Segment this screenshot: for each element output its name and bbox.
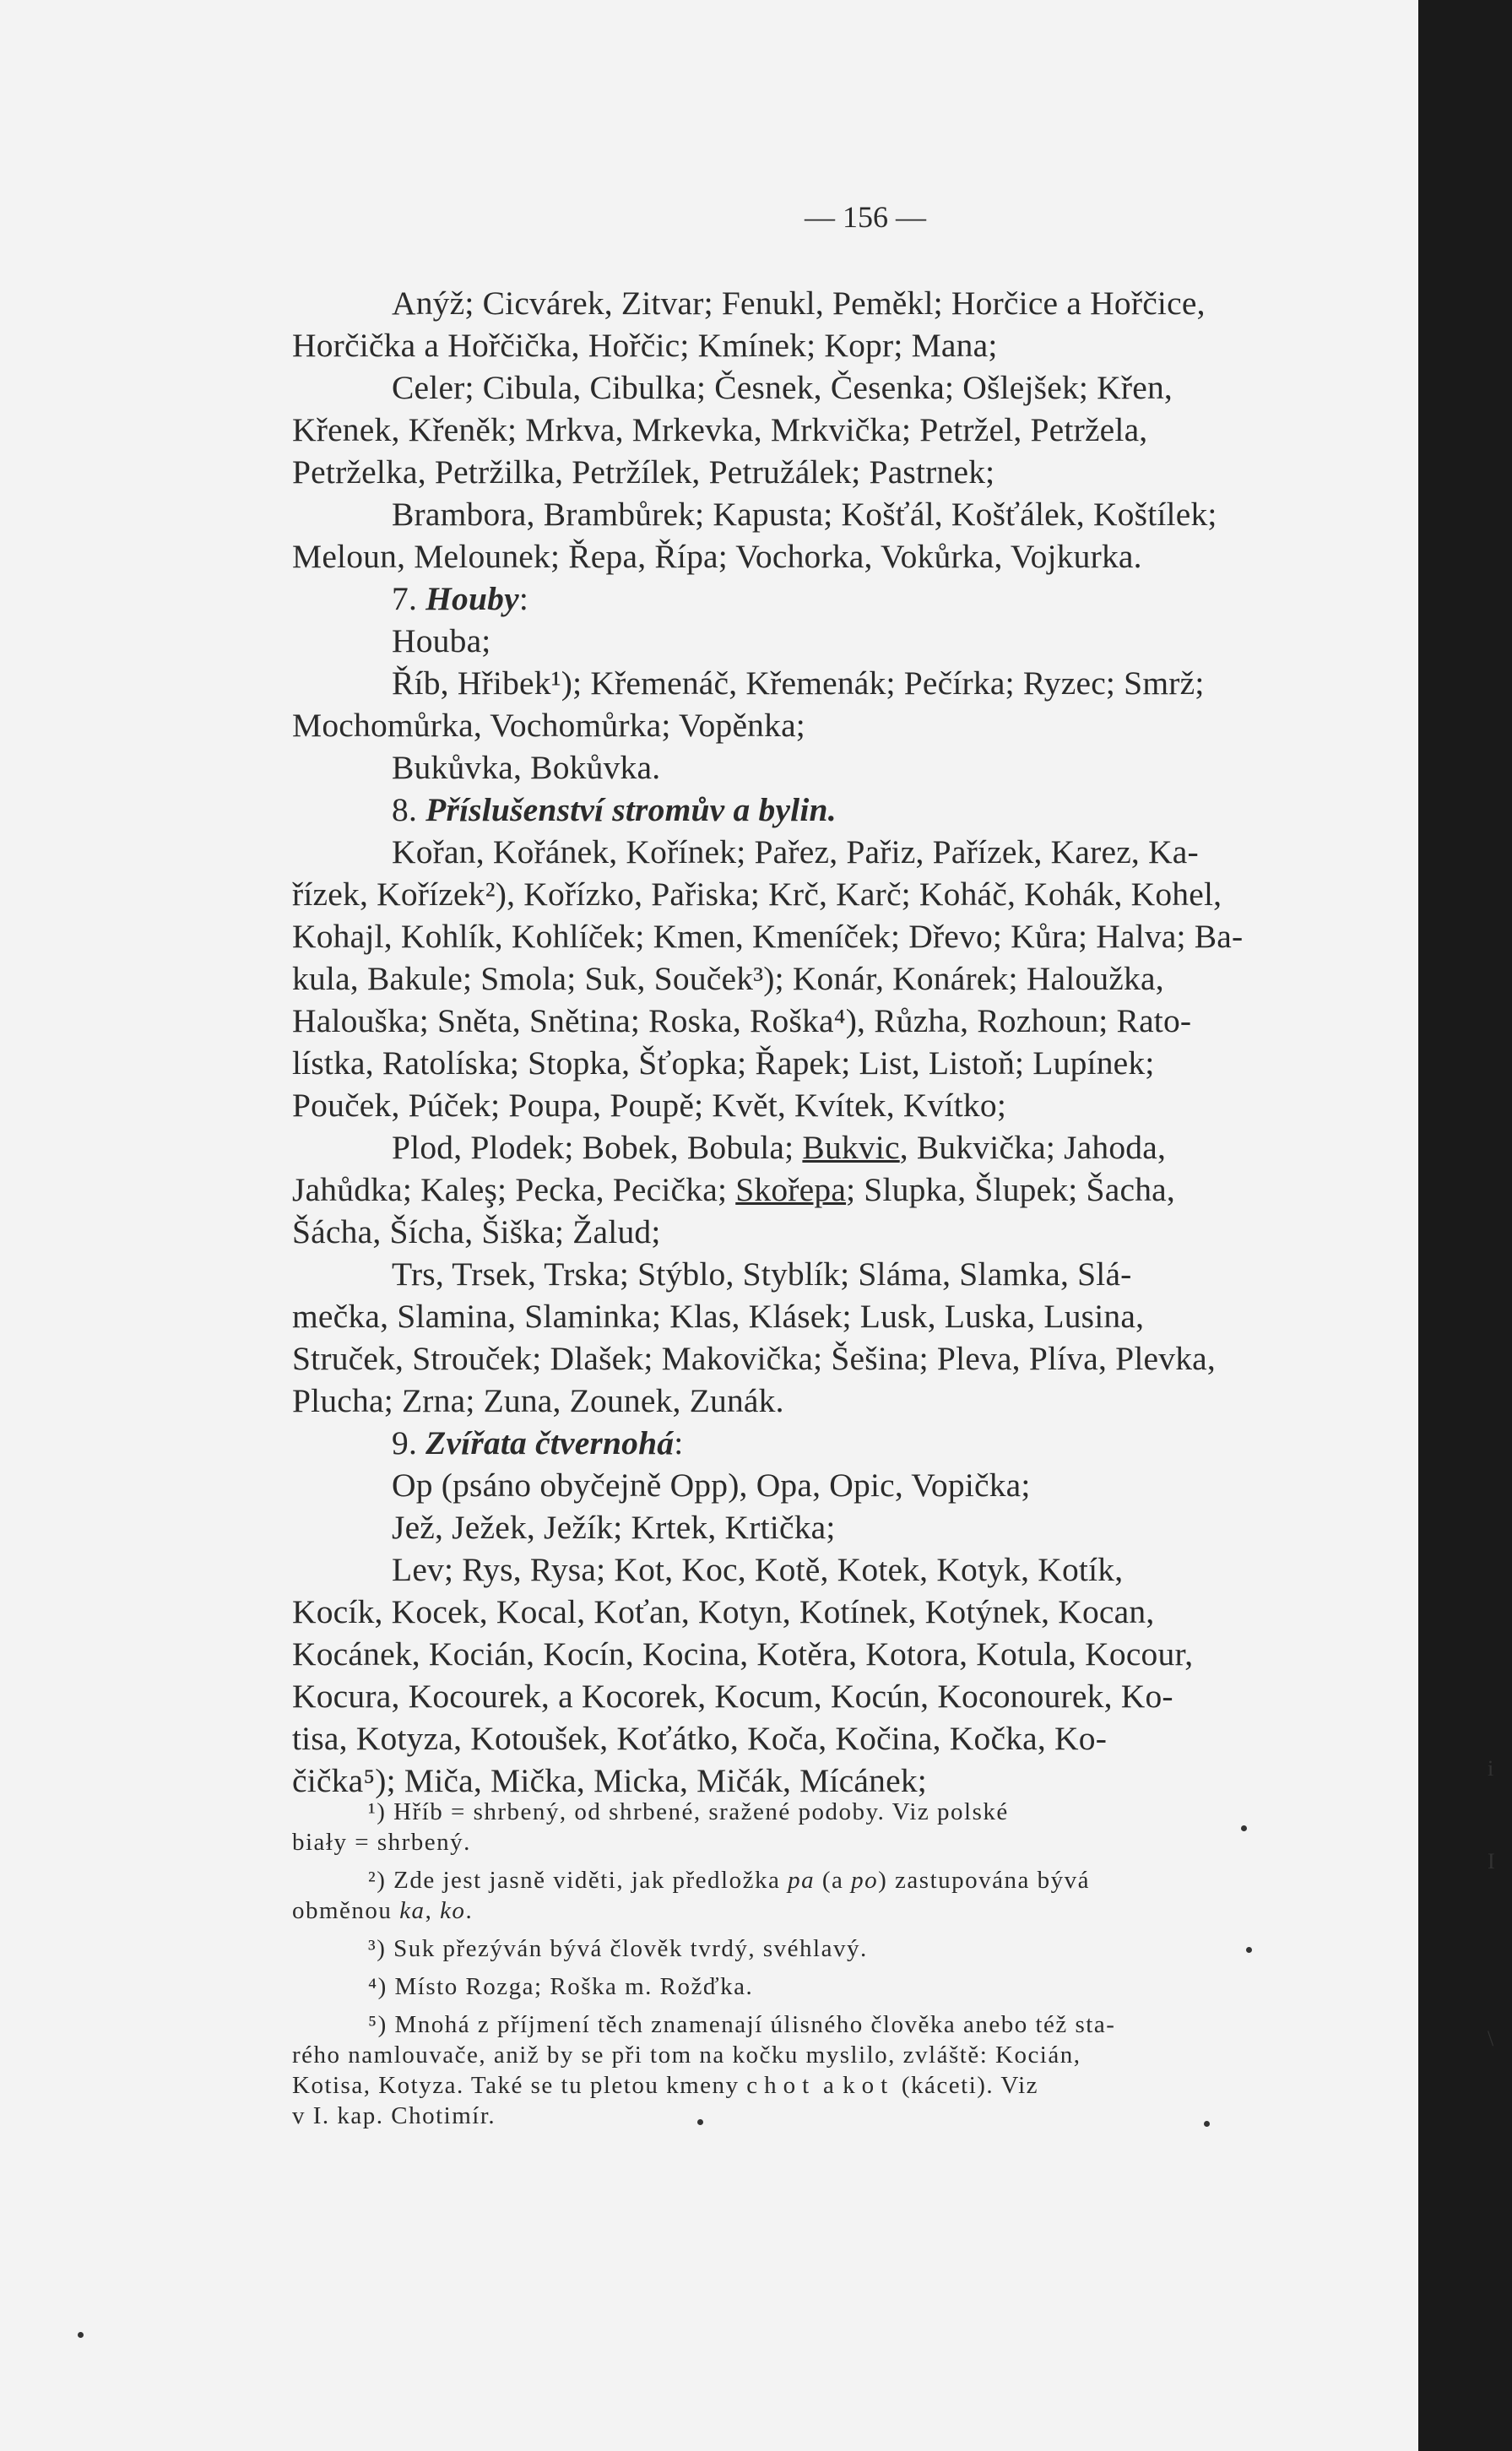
section-number: 9. [392, 1424, 418, 1461]
text-line: Křenek, Křeněk; Mrkva, Mrkevka, Mrkvička; Petržel, Petržela, [292, 411, 1148, 448]
text-line: tisa, Kotyza, Kotoušek, Koťátko, Koča, Kočina, Kočka, Ko- [292, 1720, 1108, 1757]
footnote-line: rého namlouvače, aniž by se při tom na kočku myslilo, zvláště: Kocián, [292, 2042, 1081, 2069]
main-text-block [292, 282, 1415, 1802]
text-line [292, 1169, 1415, 1211]
text-segment: obměnou [292, 1897, 400, 1924]
text-segment: Jahůdka; Kaleş; Pecka, Pecička; [292, 1171, 736, 1208]
text-line: Anýž; Cicvárek, Zitvar; Fenukl, Peměkl; Horčice a Hořčice, [392, 285, 1206, 322]
page-number: — 156 — [805, 200, 926, 234]
ink-speck [1246, 1947, 1252, 1953]
footnote-line [292, 1865, 1415, 1895]
section-number: 7. [392, 580, 418, 617]
margin-fragment: I [1488, 1849, 1495, 1873]
text-line: Pouček, Púček; Poupa, Poupě; Květ, Kvítek, Kvítko; [292, 1087, 1006, 1124]
text-line: Horčička a Hořčička, Hořčic; Kmínek; Kopr; Mana; [292, 327, 998, 364]
text-line: Kořan, Kořánek, Kořínek; Pařez, Pařiz, Pařízek, Karez, Ka- [392, 833, 1199, 870]
text-segment: (a [815, 1867, 852, 1894]
text-line: Brambora, Brambůrek; Kapusta; Košťál, Košťálek, Koštílek; [392, 496, 1217, 533]
text-line: Celer; Cibula, Cibulka; Česnek, Česenka; Ošlejšek; Křen, [392, 369, 1173, 406]
text-line: Halouška; Sněta, Snětina; Roska, Roška⁴), Růzha, Rozhoun; Rato- [292, 1002, 1192, 1039]
footnotes-block [292, 1797, 1415, 2131]
section-title-colon: : [674, 1424, 684, 1461]
footnote-line: ⁴) Místo Rozga; Roška m. Rožďka. [368, 1973, 754, 2000]
footnote-line: v I. kap. Chotimír. [292, 2102, 496, 2129]
section-title: Houby [425, 580, 519, 617]
footnote-line: biały = shrbený. [292, 1829, 471, 1856]
text-line: kula, Bakule; Smola; Suk, Souček³); Konár, Konárek; Haloužka, [292, 960, 1164, 997]
text-line [292, 1126, 1415, 1169]
text-line: Op (psáno obyčejně Opp), Opa, Opic, Vopička; [392, 1467, 1031, 1504]
footnote-line: ⁵) Mnohá z příjmení těch znamenají úlisného člověka anebo též sta- [368, 2011, 1116, 2038]
footnote-line [292, 1895, 1415, 1926]
footnote-line: ¹) Hříb = shrbený, od shrbené, sražené podoby. Viz polské [368, 1798, 1009, 1825]
text-line: Říb, Hřibek¹); Křemenáč, Křemenák; Pečírka; Ryzec; Smrž; [392, 664, 1205, 702]
spaced-word: kot [843, 2072, 895, 2099]
italic-word: ka [399, 1897, 425, 1924]
text-line: čička⁵); Miča, Mička, Micka, Mičák, Mícánek; [292, 1762, 927, 1799]
footnote-line [292, 2070, 1415, 2101]
ink-speck [78, 2332, 84, 2338]
ink-speck [697, 2119, 703, 2125]
ink-speck [1204, 2121, 1210, 2127]
text-line: lístka, Ratolíska; Stopka, Šťopka; Řapek; List, Listoň; Lupínek; [292, 1044, 1155, 1082]
italic-word: pa [788, 1867, 816, 1894]
text-line: mečka, Slamina, Slaminka; Klas, Klásek; Lusk, Luska, Lusina, [292, 1298, 1145, 1335]
text-line: Kocík, Kocek, Kocal, Koťan, Kotyn, Kotínek, Kotýnek, Kocan, [292, 1593, 1155, 1630]
text-segment: . [465, 1897, 474, 1924]
text-line: Struček, Strouček; Dlašek; Makovička; Šešina; Pleva, Plíva, Plevka, [292, 1340, 1216, 1377]
text-segment: ; Slupka, Šlupek; Šacha, [846, 1171, 1175, 1208]
section-title: Zvířata čtvernohá [425, 1424, 675, 1461]
scan-dark-border [1418, 0, 1512, 2451]
text-segment: ) zastupována bývá [878, 1867, 1090, 1894]
underlined-word: Bukvic [802, 1129, 900, 1166]
text-segment: , Bukvička; Jahoda, [899, 1129, 1167, 1166]
text-segment: a [816, 2072, 843, 2099]
text-line: Bukůvka, Bokůvka. [392, 749, 661, 786]
text-line: Lev; Rys, Rysa; Kot, Koc, Kotě, Kotek, Kotyk, Kotík, [392, 1551, 1124, 1588]
text-line: Mochomůrka, Vochomůrka; Vopěnka; [292, 707, 805, 744]
text-line: Houba; [392, 622, 491, 659]
italic-word: po [851, 1867, 879, 1894]
section-heading [292, 789, 1415, 831]
margin-fragment: \ [1488, 2026, 1494, 2051]
text-line: Kohajl, Kohlík, Kohlíček; Kmen, Kmeníček; Dřevo; Kůra; Halva; Ba- [292, 918, 1244, 955]
text-segment: , [425, 1897, 441, 1924]
margin-fragment: i [1488, 1756, 1494, 1781]
spaced-word: chot [746, 2072, 816, 2099]
text-line: řízek, Kořízek²), Kořízko, Pařiska; Krč, Karč; Koháč, Kohák, Kohel, [292, 876, 1222, 913]
text-segment: Plod, Plodek; Bobek, Bobula; [392, 1129, 803, 1166]
italic-word: ko [440, 1897, 466, 1924]
text-segment: ²) Zde jest jasně viděti, jak předložka [368, 1867, 789, 1894]
section-title: Příslušenství stromův a bylin. [425, 791, 837, 828]
underlined-word: Skořepa [735, 1171, 847, 1208]
text-segment: Kotisa, Kotyza. Také se tu pletou kmeny [292, 2072, 747, 2099]
footnote-line: ³) Suk přezýván bývá člověk tvrdý, svéhlavý. [368, 1935, 868, 1962]
text-line: Meloun, Melounek; Řepa, Řípa; Vochorka, Vokůrka, Vojkurka. [292, 538, 1142, 575]
text-line: Plucha; Zrna; Zuna, Zounek, Zunák. [292, 1382, 784, 1419]
text-line: Šácha, Šícha, Šiška; Žalud; [292, 1213, 661, 1250]
text-line: Petrželka, Petržilka, Petržílek, Petružálek; Pastrnek; [292, 453, 995, 491]
text-line: Kocánek, Kocián, Kocín, Kocina, Kotěra, Kotora, Kotula, Kocour, [292, 1635, 1194, 1673]
section-number: 8. [392, 791, 418, 828]
section-heading [292, 578, 1415, 620]
section-title-colon: : [518, 580, 529, 617]
text-line: Jež, Ježek, Ježík; Krtek, Krtička; [392, 1509, 836, 1546]
text-line: Kocura, Kocourek, a Kocorek, Kocum, Kocún, Koconourek, Ko- [292, 1678, 1173, 1715]
text-segment: (káceti). Viz [894, 2072, 1039, 2099]
section-heading [292, 1422, 1415, 1464]
ink-speck [1241, 1825, 1247, 1831]
text-line: Trs, Trsek, Trska; Stýblo, Styblík; Sláma, Slamka, Slá- [392, 1255, 1132, 1293]
